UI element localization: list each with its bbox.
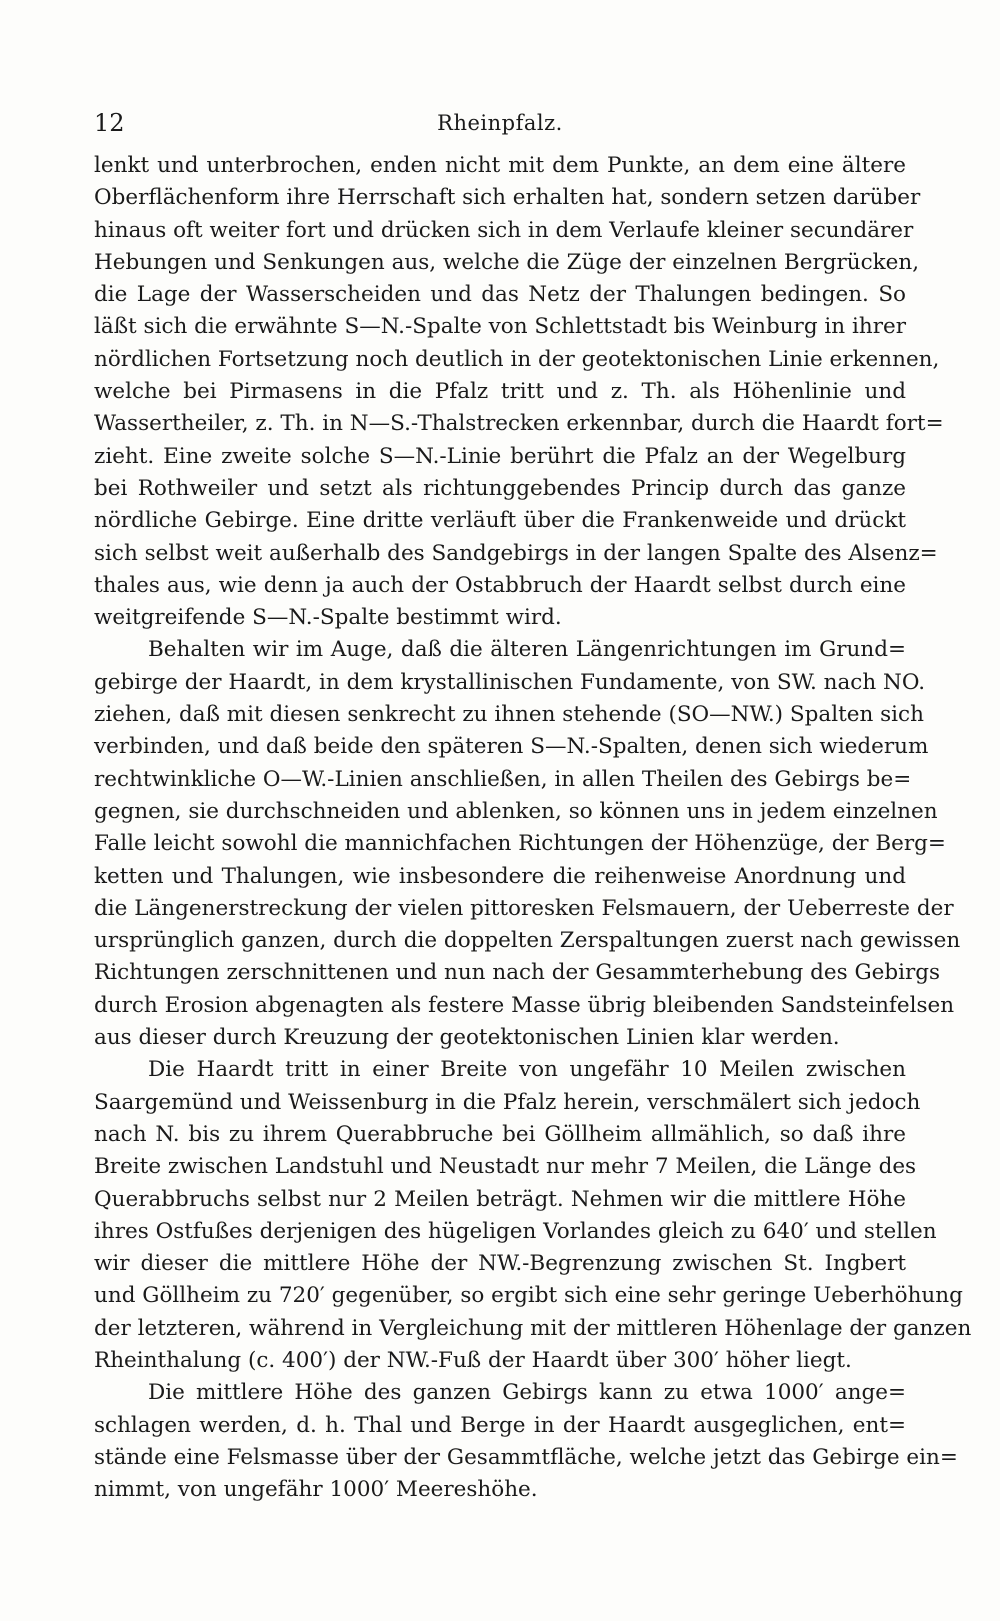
text-line: rechtwinkliche O—W.-Linien anschließen, in allen Theilen des Gebirgs be= — [94, 766, 912, 792]
text-line: ziehen, daß mit diesen senkrecht zu ihnen stehende (SO—NW.) Spalten sich — [94, 702, 924, 728]
text-line: Querabbruchs selbst nur 2 Meilen beträgt. Nehmen wir die mittlere Höhe — [94, 1186, 906, 1212]
text-line: stände eine Felsmasse über der Gesammtfläche, welche jetzt das Gebirge ein= — [94, 1444, 958, 1470]
text-line: lenkt und unterbrochen, enden nicht mit dem Punkte, an dem eine ältere — [94, 153, 906, 178]
text-line: verbinden, und daß beide den späteren S—N.-Spalten, denen sich wiederum — [94, 734, 929, 760]
text-line: Die mittlere Höhe des ganzen Gebirgs kann zu etwa 1000′ ange= — [148, 1380, 906, 1406]
text-line: weitgreifende S—N.-Spalte bestimmt wird. — [94, 605, 562, 631]
text-line: und Göllheim zu 720′ gegenüber, so ergibt sich eine sehr geringe Ueberhöhung — [94, 1283, 963, 1309]
text-line: schlagen werden, d. h. Thal und Berge in der Haardt ausgeglichen, ent= — [94, 1412, 906, 1438]
text-line: Rheinthalung (c. 400′) der NW.-Fuß der Haardt über 300′ höher liegt. — [94, 1347, 852, 1373]
text-line: sich selbst weit außerhalb des Sandgebirgs in der langen Spalte des Alsenz= — [94, 540, 938, 566]
text-line: ursprünglich ganzen, durch die doppelten Zerspaltungen zuerst nach gewissen — [94, 928, 961, 954]
paragraph — [94, 150, 944, 634]
text-line: Die Haardt tritt in einer Breite von ungefähr 10 Meilen zwischen — [148, 1057, 906, 1083]
text-line: nördlichen Fortsetzung noch deutlich in der geotektonischen Linie erkennen, — [94, 346, 940, 372]
text-line: durch Erosion abgenagten als festere Masse übrig bleibenden Sandsteinfelsen — [94, 992, 955, 1018]
text-line: Behalten wir im Auge, daß die älteren Längenrichtungen im Grund= — [148, 637, 906, 663]
text-line: aus dieser durch Kreuzung der geotektonischen Linien klar werden. — [94, 1025, 840, 1051]
paragraph — [94, 1054, 972, 1377]
page-number: 12 — [94, 109, 125, 137]
text-line: Breite zwischen Landstuhl und Neustadt nur mehr 7 Meilen, die Länge des — [94, 1154, 917, 1180]
text-line: gebirge der Haardt, in dem krystallinischen Fundamente, von SW. nach NO. — [94, 669, 926, 695]
text-line: nach N. bis zu ihrem Querabbruche bei Göllheim allmählich, so daß ihre — [94, 1121, 906, 1147]
text-line: nimmt, von ungefähr 1000′ Meereshöhe. — [94, 1477, 538, 1503]
text-line: Wassertheiler, z. Th. in N—S.-Thalstrecken erkennbar, durch die Haardt fort= — [94, 411, 944, 437]
text-line: hinaus oft weiter fort und drücken sich in dem Verlaufe kleiner secundärer — [94, 217, 914, 243]
text-line: Hebungen und Senkungen aus, welche die Züge der einzelnen Bergrücken, — [94, 249, 920, 275]
text-line: der letzteren, während in Vergleichung mit der mittleren Höhenlage der ganzen — [94, 1315, 972, 1341]
text-line: gegnen, sie durchschneiden und ablenken, so können uns in jedem einzelnen — [94, 798, 938, 824]
text-line: ihres Ostfußes derjenigen des hügeligen Vorlandes gleich zu 640′ und stellen — [94, 1218, 937, 1244]
text-line: welche bei Pirmasens in die Pfalz tritt und z. Th. als Höhenlinie und — [94, 379, 906, 405]
text-line: bei Rothweiler und setzt als richtunggebendes Princip durch das ganze — [94, 475, 906, 501]
text-line: Oberflächenform ihre Herrschaft sich erhalten hat, sondern setzen darüber — [94, 185, 921, 211]
paragraph — [94, 1377, 958, 1506]
text-line: die Längenerstreckung der vielen pittoresken Felsmauern, der Ueberreste der — [94, 895, 954, 921]
text-line: Saargemünd und Weissenburg in die Pfalz herein, verschmälert sich jedoch — [94, 1089, 921, 1115]
text-line: thales aus, wie denn ja auch der Ostabbruch der Haardt selbst durch eine — [94, 572, 906, 598]
text-line: ketten und Thalungen, wie insbesondere die reihenweise Anordnung und — [94, 863, 906, 889]
page-header — [94, 106, 906, 140]
text-line: nördliche Gebirge. Eine dritte verläuft über die Frankenweide und drückt — [94, 508, 906, 534]
body-text — [94, 150, 972, 1506]
text-line: Richtungen zerschnittenen und nun nach der Gesammterhebung des Gebirgs — [94, 960, 941, 986]
text-line: die Lage der Wasserscheiden und das Netz der Thalungen bedingen. So — [94, 282, 906, 308]
text-line: läßt sich die erwähnte S—N.-Spalte von Schlettstadt bis Weinburg in ihrer — [94, 314, 906, 340]
running-head: Rheinpfalz. — [437, 111, 563, 135]
paragraph — [94, 634, 961, 1054]
text-line: Falle leicht sowohl die mannichfachen Richtungen der Höhenzüge, der Berg= — [94, 831, 946, 857]
text-line: zieht. Eine zweite solche S—N.-Linie berührt die Pfalz an der Wegelburg — [94, 443, 906, 469]
text-line: wir dieser die mittlere Höhe der NW.-Begrenzung zwischen St. Ingbert — [94, 1251, 906, 1277]
